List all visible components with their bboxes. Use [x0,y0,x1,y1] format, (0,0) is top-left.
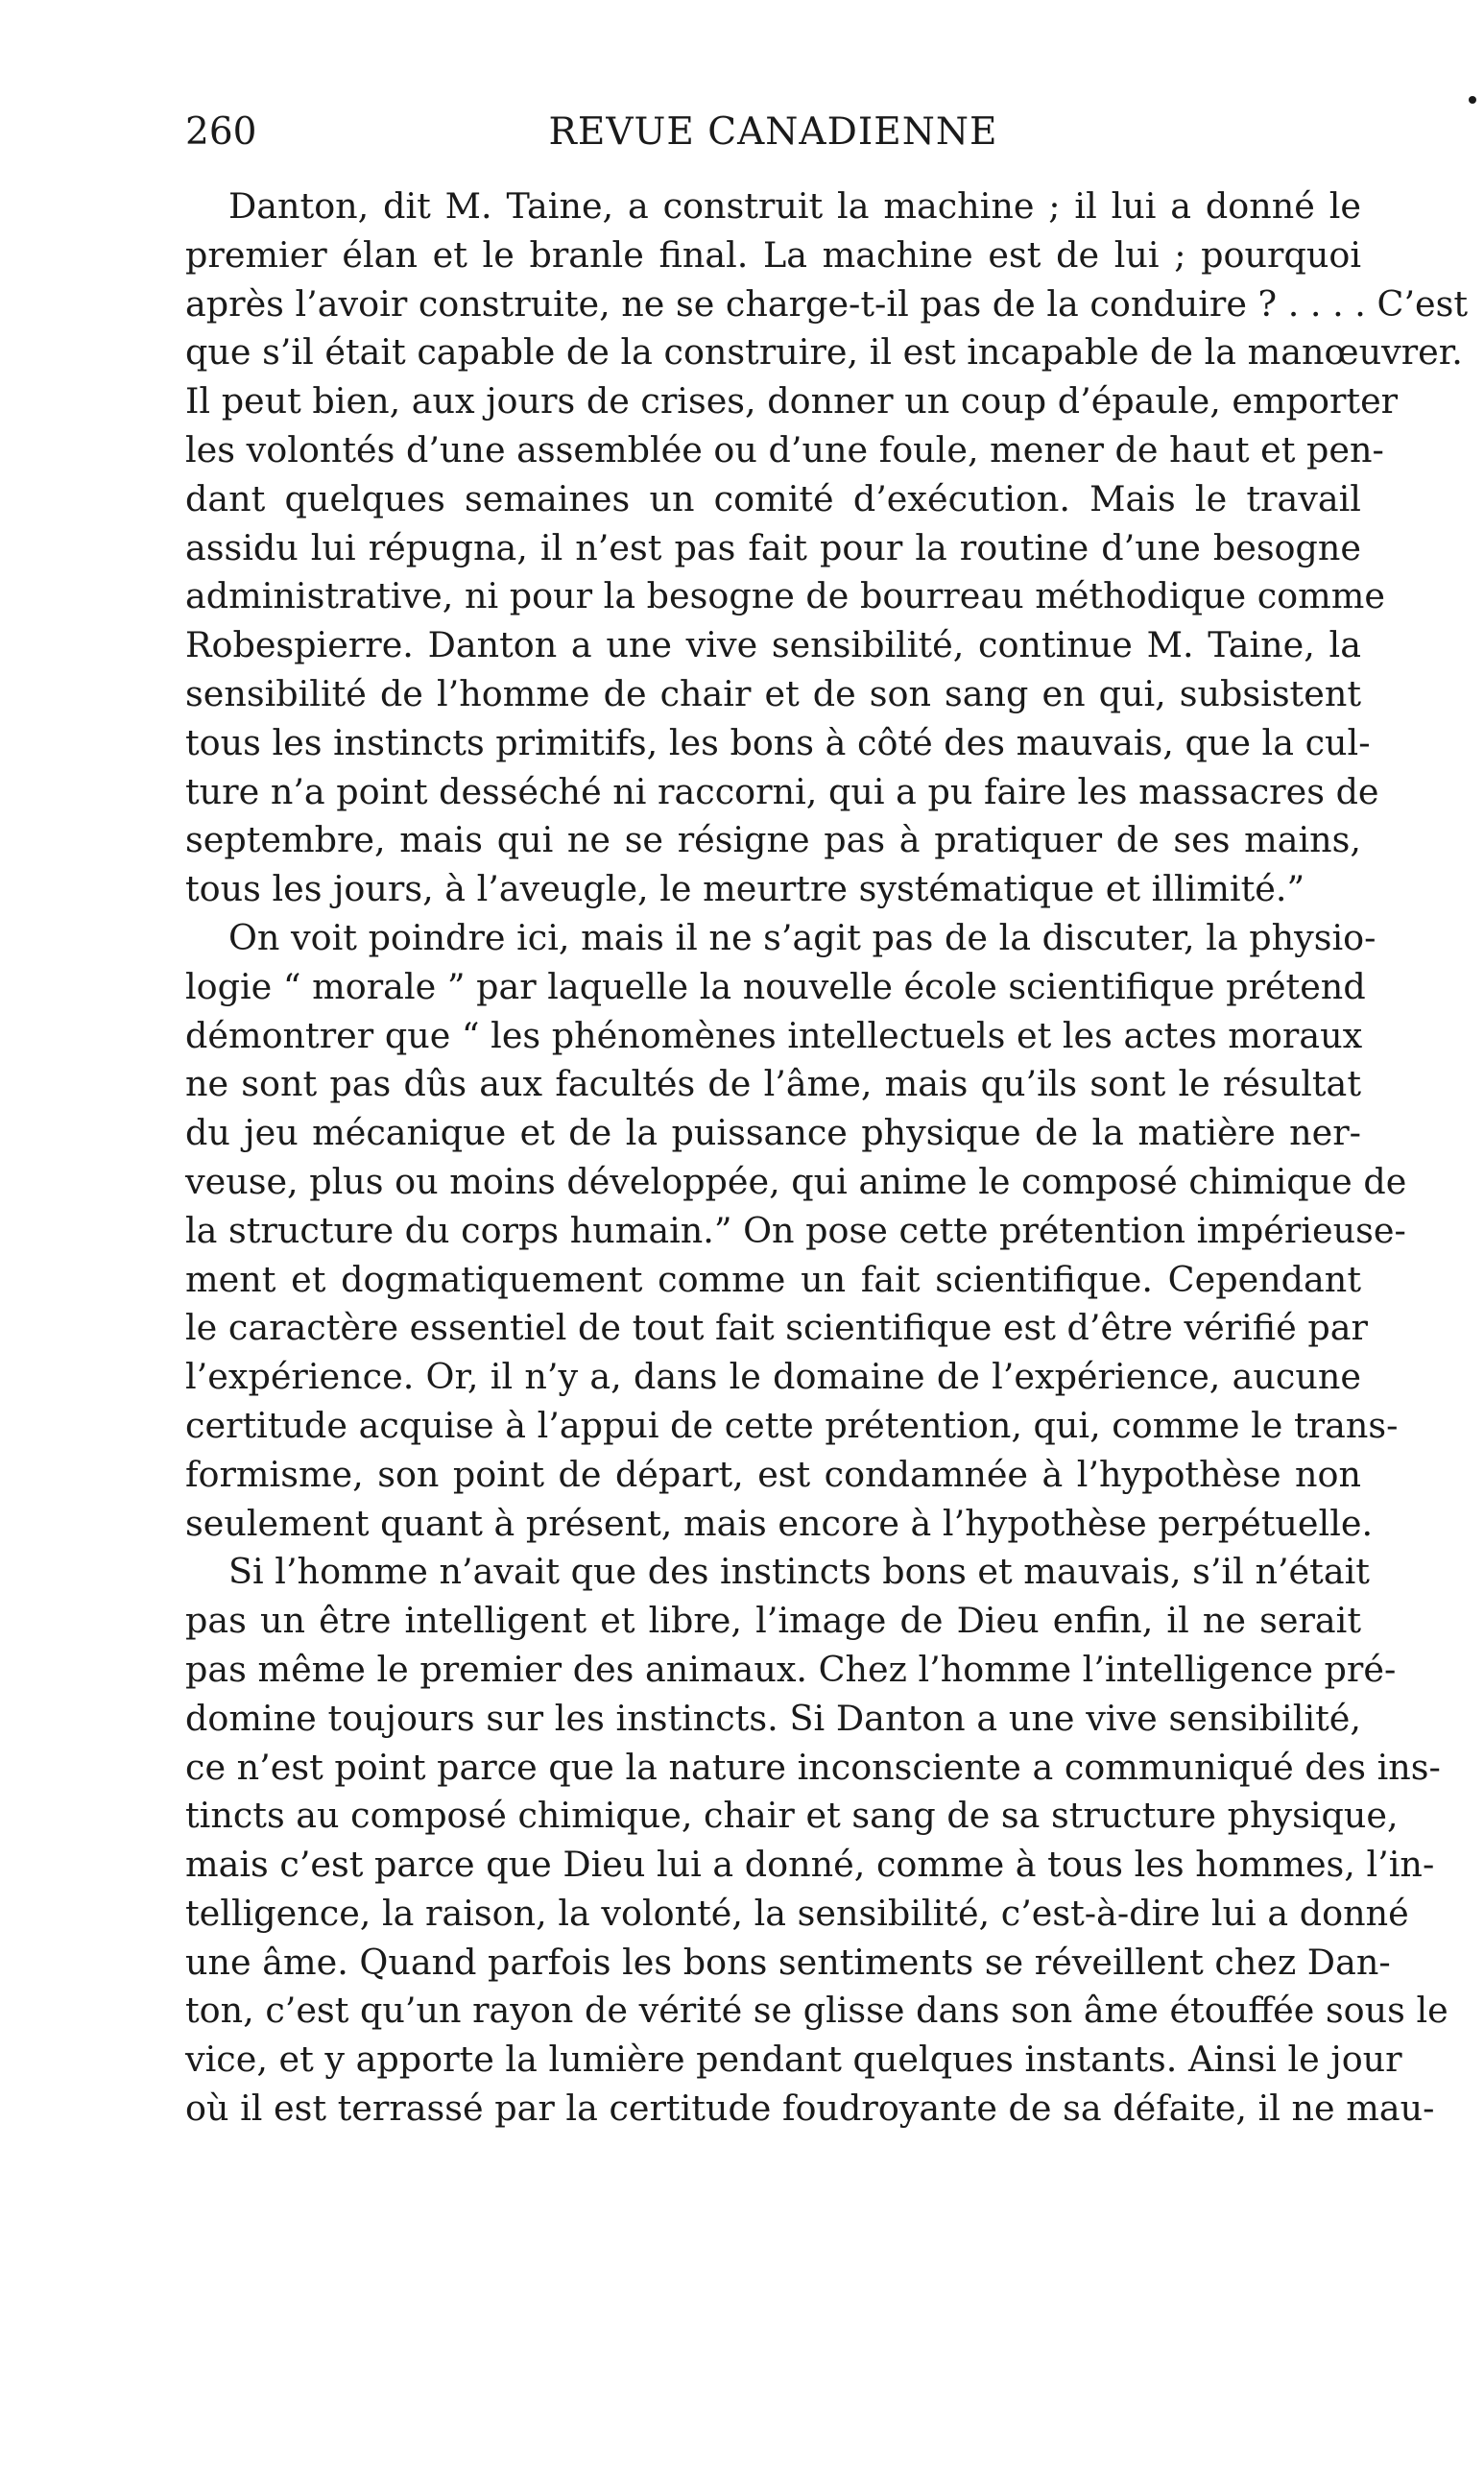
text-line: Si l’homme n’avait que des instincts bons et mauvais, s’il n’était [228,1551,1370,1593]
text-line: Il peut bien, aux jours de crises, donner un coup d’épaule, emporter [185,380,1399,422]
running-head [185,104,1361,161]
text-line: que s’il était capable de la construire, il est incapable de la manœuvrer. [185,331,1463,374]
text-line: formisme, son point de départ, est condamnée à l’hypothèse non [185,1453,1361,1495]
paragraph-1 [185,182,1469,914]
margin-mark [1469,96,1476,104]
text-line: Robespierre. Danton a une vive sensibilité, continue M. Taine, la [185,624,1361,666]
body-text [185,182,1469,2134]
text-line: vice, et y apporte la lumière pendant quelques instants. Ainsi le jour [185,2039,1402,2081]
text-line: pas même le premier des animaux. Chez l’homme l’intelligence pré- [185,1648,1397,1690]
text-line: après l’avoir construite, ne se charge-t-il pas de la conduire ? . . . . C’est [185,282,1469,325]
text-line: dant quelques semaines un comité d’exécution. Mais le travail [185,477,1361,519]
text-line: ton, c’est qu’un rayon de vérité se glisse dans son âme étouffée sous le [185,1990,1448,2032]
text-line: la structure du corps humain.” On pose cette prétention impérieuse- [185,1209,1406,1251]
text-line: ce n’est point parce que la nature inconsciente a communiqué des ins- [185,1746,1441,1788]
text-line: les volontés d’une assemblée ou d’une foule, mener de haut et pen- [185,428,1384,470]
text-line: le caractère essentiel de tout fait scientifique est d’être vérifié par [185,1307,1368,1349]
paragraph-2 [185,914,1407,1548]
journal-title: REVUE CANADIENNE [548,110,998,154]
text-line: Danton, dit M. Taine, a construit la machine ; il lui a donné le [228,185,1361,227]
text-line: premier élan et le branle final. La machine est de lui ; pourquoi [185,233,1361,276]
text-line: du jeu mécanique et de la puissance physique de la matière ner- [185,1112,1361,1154]
text-line: pas un être intelligent et libre, l’image de Dieu enfin, il ne serait [185,1600,1361,1642]
text-line: sensibilité de l’homme de chair et de son sang en qui, subsistent [185,672,1361,714]
text-line: certitude acquise à l’appui de cette prétention, qui, comme le trans- [185,1404,1399,1446]
text-line: ture n’a point desséché ni raccorni, qui a pu faire les massacres de [185,770,1379,812]
text-line: ne sont pas dûs aux facultés de l’âme, mais qu’ils sont le résultat [185,1063,1361,1105]
text-line: assidu lui répugna, il n’est pas fait pour la routine d’une besogne [185,526,1361,568]
text-line: tous les jours, à l’aveugle, le meurtre systématique et illimité.” [185,868,1305,910]
text-line: tincts au composé chimique, chair et sang de sa structure physique, [185,1795,1399,1837]
text-line: logie “ morale ” par laquelle la nouvelle école scientifique prétend [185,965,1366,1007]
text-line: administrative, ni pour la besogne de bourreau méthodique comme [185,575,1385,617]
text-line: l’expérience. Or, il n’y a, dans le domaine de l’expérience, aucune [185,1356,1361,1398]
text-line: ment et dogmatiquement comme un fait scientifique. Cependant [185,1258,1361,1300]
text-line: septembre, mais qui ne se résigne pas à pratiquer de ses mains, [185,819,1361,861]
text-line: seulement quant à présent, mais encore à l’hypothèse perpétuelle. [185,1502,1374,1544]
text-line: tous les instincts primitifs, les bons à côté des mauvais, que la cul- [185,721,1371,763]
text-line: démontrer que “ les phénomènes intellectuels et les actes moraux [185,1014,1363,1056]
text-line: mais c’est parce que Dieu lui a donné, comme à tous les hommes, l’in- [185,1844,1435,1886]
text-line: veuse, plus ou moins développée, qui anime le composé chimique de [185,1160,1407,1202]
page-number: 260 [185,110,257,154]
text-line: telligence, la raison, la volonté, la sensibilité, c’est-à-dire lui a donné [185,1892,1409,1934]
text-line: domine toujours sur les instincts. Si Danton a une vive sensibilité, [185,1697,1361,1739]
text-line: où il est terrassé par la certitude foudroyante de sa défaite, il ne mau- [185,2087,1435,2130]
text-line: On voit poindre ici, mais il ne s’agit pas de la discuter, la physio- [228,916,1376,958]
text-line: une âme. Quand parfois les bons sentiments se réveillent chez Dan- [185,1941,1391,1983]
paragraph-3 [185,1548,1448,2134]
